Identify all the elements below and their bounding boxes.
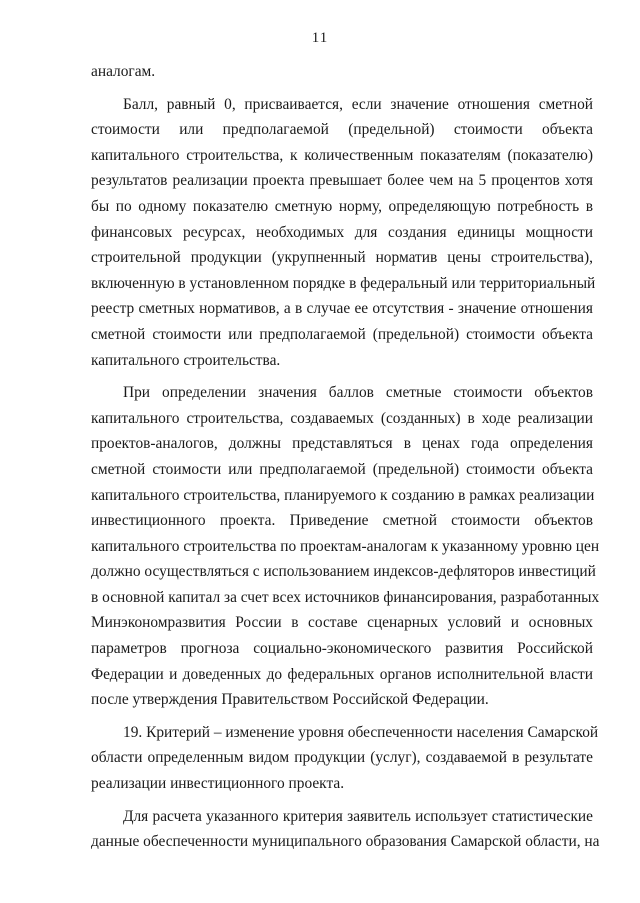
paragraph-zero-score-rule [91, 92, 596, 374]
text-line: параметров прогноза социально-экономического развития Российской [91, 640, 593, 658]
paragraph-continuation [91, 59, 593, 85]
paragraph-criterion-calculation [91, 804, 600, 855]
text-line: результатов реализации проекта превышает более чем на 5 процентов хотя [91, 172, 593, 190]
text-line: 19. Критерий – изменение уровня обеспеченности населения Самарской [123, 723, 599, 741]
page-number: 11 [311, 30, 329, 46]
paragraph-score-determination [91, 380, 600, 713]
text-line: должно осуществляться с использованием индексов-дефляторов инвестиций [91, 563, 596, 581]
text-line: инвестиционного проекта. Приведение сметной стоимости объектов [91, 512, 593, 530]
text-line: строительной продукции (укрупненный норматив цены строительства), [91, 249, 593, 267]
text-line: стоимости или предполагаемой (предельной) стоимости объекта [91, 121, 593, 139]
text-line: сметной стоимости или предполагаемой (предельной) стоимости объекта [91, 325, 593, 343]
text-line: данные обеспеченности муниципального образования Самарской области, на [91, 833, 600, 851]
text-line: капитального строительства, планируемого к созданию в рамках реализации [91, 486, 595, 504]
text-line: в основной капитал за счет всех источников финансирования, разработанных [91, 588, 600, 606]
text-line: проектов-аналогов, должны представляться в ценах года определения [91, 435, 593, 453]
text-line: бы по одному показателю сметную норму, определяющую потребность в [91, 197, 593, 215]
text-line: капитального строительства. [91, 351, 281, 369]
text-line: включенную в установленном порядке в федеральный или территориальный [91, 274, 596, 292]
text-line: Минэкономразвития России в составе сценарных условий и основных [91, 614, 593, 632]
document-body [91, 59, 600, 855]
text-line: капитального строительства, к количественным показателям (показателю) [91, 146, 593, 164]
text-line: аналогам. [91, 63, 156, 80]
text-line: Балл, равный 0, присваивается, если значение отношения сметной [123, 95, 593, 113]
text-line: Федерации и доведенных до федеральных органов исполнительной власти [91, 665, 593, 683]
text-line: При определении значения баллов сметные стоимости объектов [123, 384, 593, 402]
text-line: области определенным видом продукции (услуг), создаваемой в результате [91, 749, 593, 767]
text-line: после утверждения Правительством Российской Федерации. [91, 691, 489, 709]
text-line: сметной стоимости или предполагаемой (предельной) стоимости объекта [91, 460, 593, 478]
text-line: капитального строительства, создаваемых (созданных) в ходе реализации [91, 409, 593, 427]
text-line: реализации инвестиционного проекта. [91, 775, 345, 793]
text-line: капитального строительства по проектам-аналогам к указанному уровню цен [91, 537, 600, 555]
text-line: финансовых ресурсах, необходимых для создания единицы мощности [91, 223, 593, 241]
text-line: реестр сметных нормативов, а в случае ее отсутствия - значение отношения [91, 300, 593, 318]
text-line: Для расчета указанного критерия заявитель использует статистические [123, 807, 593, 825]
paragraph-criterion-19 [91, 720, 599, 797]
